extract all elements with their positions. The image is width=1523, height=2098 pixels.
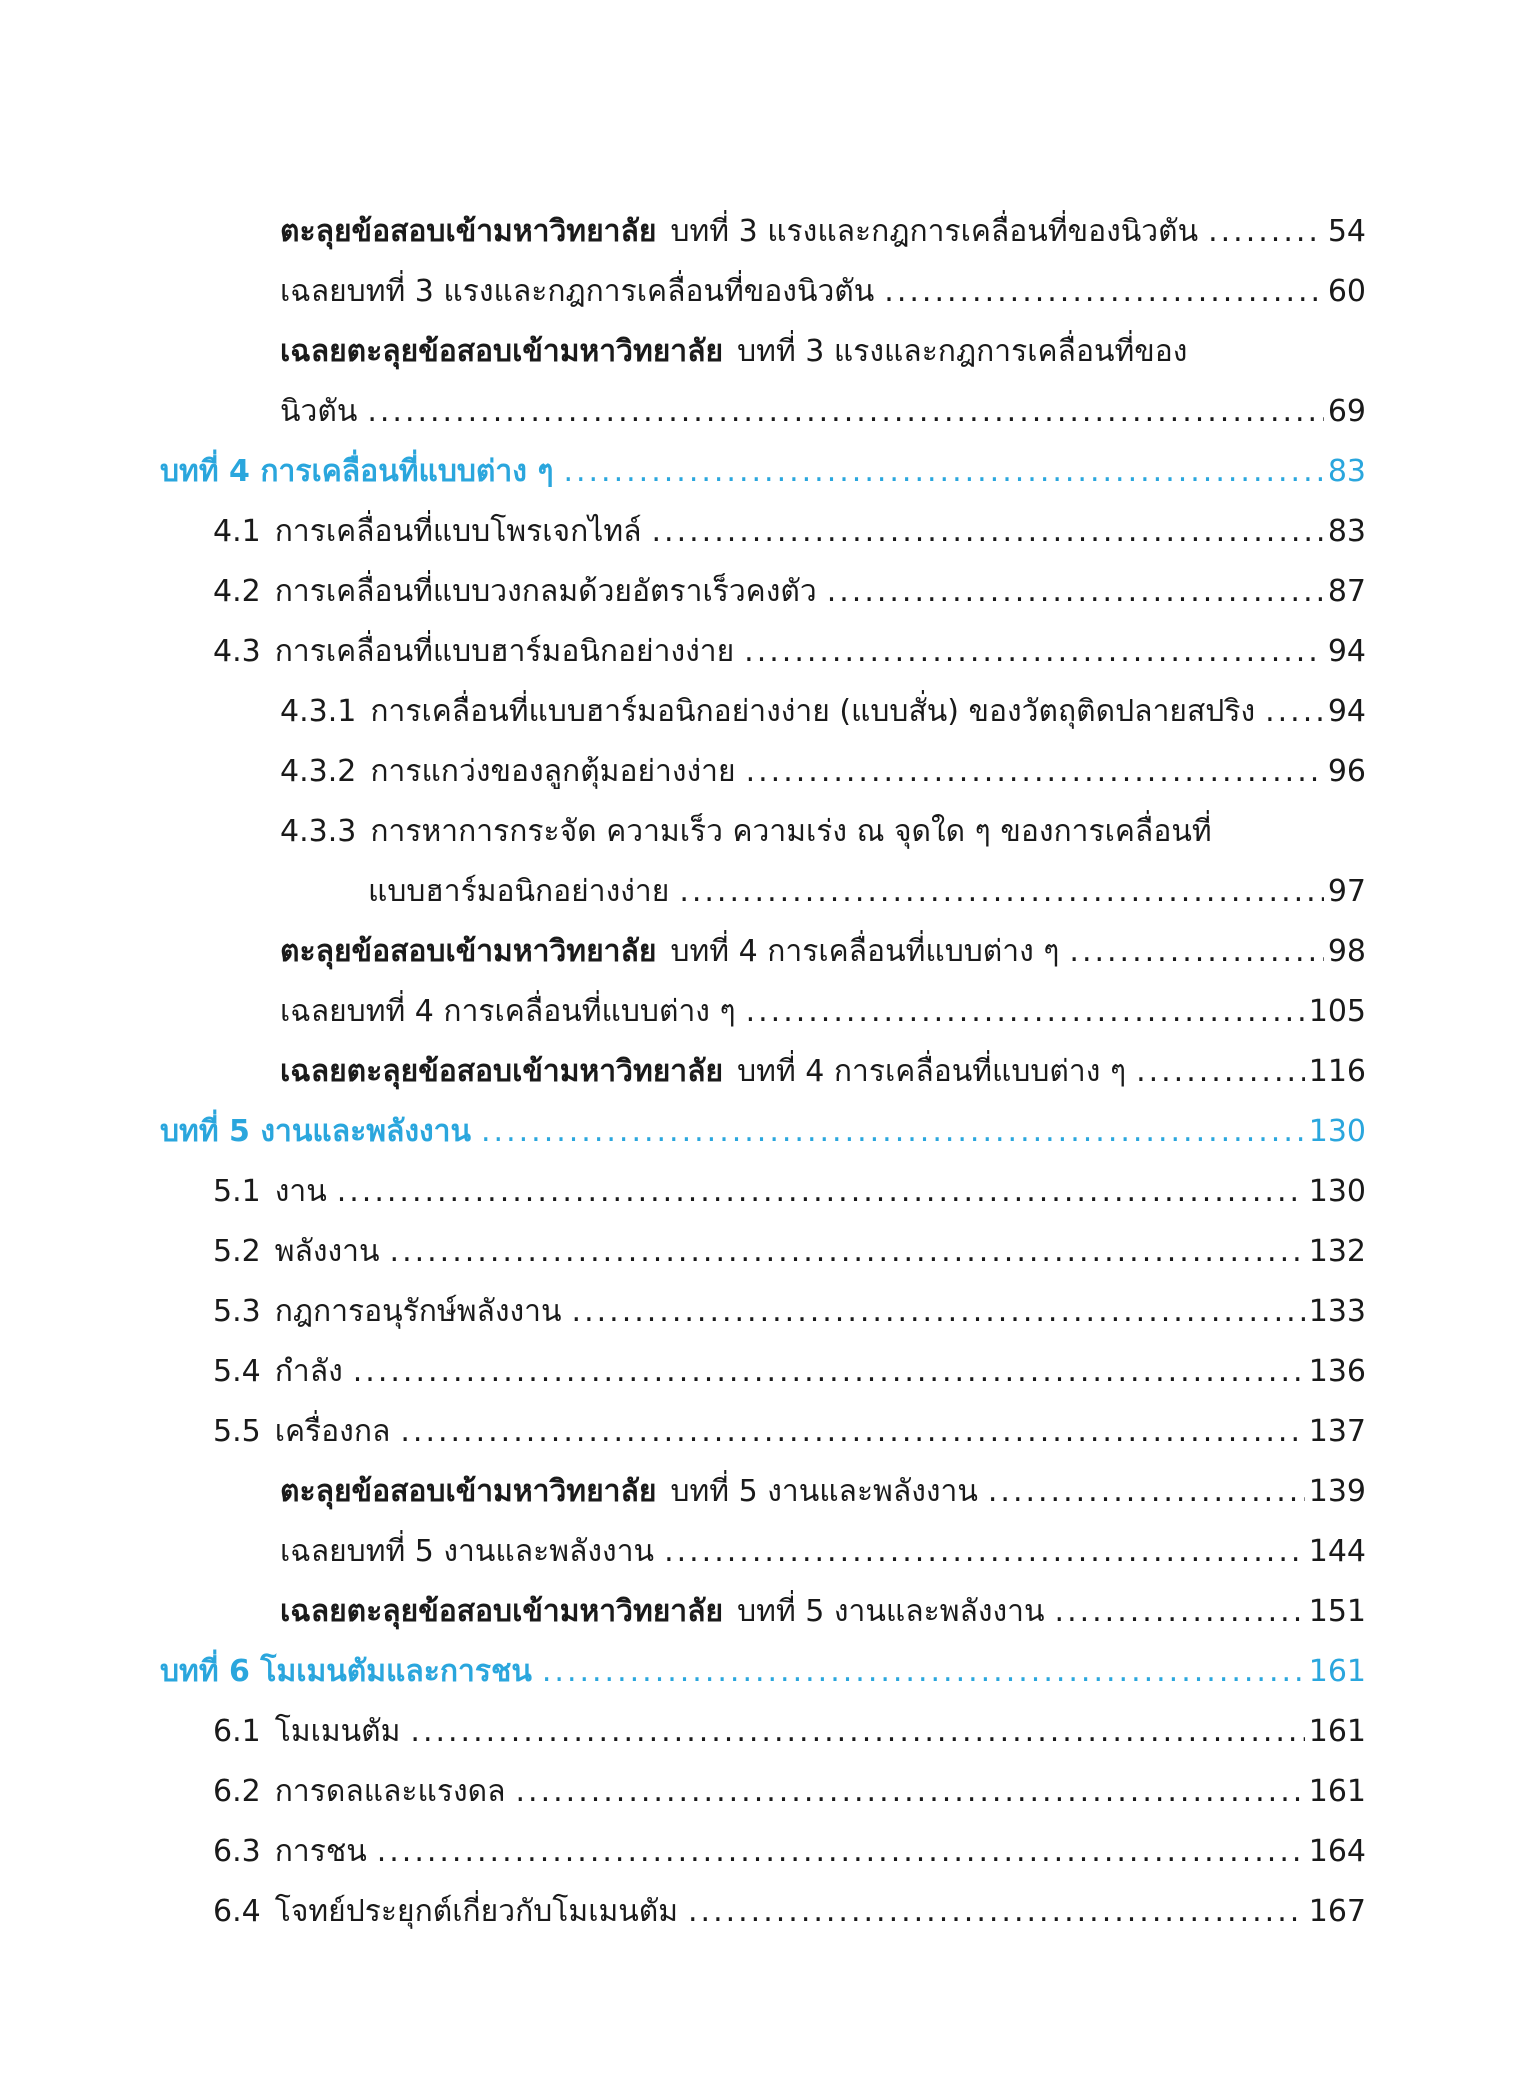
toc-entry-label [368, 867, 669, 917]
toc-entry-label [213, 1707, 400, 1757]
toc-entry-label [280, 207, 1198, 257]
toc-entry-number: 4.3.2 [280, 754, 357, 789]
toc-entry [213, 1347, 1366, 1397]
toc-entry-title: บทที่ 6 โมเมนตัมและการชน [160, 1654, 532, 1689]
toc-entry-title: การหาการกระจัด ความเร็ว ความเร่ง ณ จุดใด ๆ ของการเคลื่อนที่ [370, 814, 1212, 849]
toc-entry-label [280, 387, 357, 437]
toc-entry-number: 5.1 [213, 1174, 261, 1209]
toc-page-number: 94 [1327, 634, 1366, 669]
toc-page-number: 161 [1308, 1774, 1366, 1809]
dot-leader [516, 1767, 1305, 1817]
toc-entry-number: 6.1 [213, 1714, 261, 1749]
toc-entry-number: 4.2 [213, 574, 261, 609]
dot-leader [1208, 207, 1324, 257]
toc-entry-title: การเคลื่อนที่แบบฮาร์มอนิกอย่างง่าย (แบบสั่น) ของวัตถุติดปลายสปริง [370, 694, 1256, 729]
toc-entry-label [280, 327, 1187, 377]
toc-page-number: 54 [1327, 214, 1366, 249]
toc-entry-title: กำลัง [274, 1354, 343, 1389]
toc-entry-label [280, 1587, 1045, 1637]
toc-entry-number: 4.3 [213, 634, 261, 669]
toc-page-number: 83 [1327, 454, 1366, 489]
toc-chapter-entry [160, 447, 1366, 497]
dot-leader [988, 1467, 1305, 1517]
toc-entry-title: การดลและแรงดล [274, 1774, 506, 1809]
toc-page-number: 98 [1327, 934, 1366, 969]
toc-page-number: 144 [1308, 1534, 1366, 1569]
dot-leader [1136, 1047, 1305, 1097]
dot-leader [400, 1407, 1304, 1457]
toc-entry [280, 1527, 1366, 1577]
toc-page-number: 60 [1327, 274, 1366, 309]
dot-leader [410, 1707, 1304, 1757]
toc-entry-title: แบบฮาร์มอนิกอย่างง่าย [368, 874, 670, 909]
toc-entry-prefix: ตะลุยข้อสอบเข้ามหาวิทยาลัย [280, 1474, 657, 1509]
toc-entry [213, 1767, 1366, 1817]
dot-leader [390, 1227, 1305, 1277]
toc-entry-title: การเคลื่อนที่แบบวงกลมด้วยอัตราเร็วคงตัว [274, 574, 817, 609]
toc-page-number: 130 [1308, 1174, 1366, 1209]
toc-page-number: 161 [1308, 1654, 1366, 1689]
toc-entry-number: 5.3 [213, 1294, 261, 1329]
toc-page-number: 94 [1327, 694, 1366, 729]
toc-page-number: 97 [1327, 874, 1366, 909]
dot-leader [367, 387, 1323, 437]
toc-entry-number: 4.3.3 [280, 814, 357, 849]
dot-leader [744, 627, 1324, 677]
toc-entry-label [213, 1347, 343, 1397]
dot-leader [652, 507, 1324, 557]
toc-entry-title: บทที่ 3 แรงและกฎการเคลื่อนที่ของ [737, 334, 1188, 369]
toc-entry [280, 927, 1366, 977]
dot-leader [337, 1167, 1305, 1217]
toc-entry [213, 1407, 1366, 1457]
dot-leader [542, 1647, 1305, 1697]
dot-leader [572, 1287, 1305, 1337]
toc-entry-title: บทที่ 4 การเคลื่อนที่แบบต่าง ๆ [670, 934, 1060, 969]
toc-entry-title: บทที่ 5 งานและพลังงาน [160, 1114, 472, 1149]
toc-entry-title: การเคลื่อนที่แบบโพรเจกไทล์ [274, 514, 642, 549]
toc-entry-title: บทที่ 3 แรงและกฎการเคลื่อนที่ของนิวตัน [670, 214, 1199, 249]
toc-entry-label [160, 1107, 471, 1157]
toc-entry-prefix: เฉลยตะลุยข้อสอบเข้ามหาวิทยาลัย [280, 334, 724, 369]
toc-entry [280, 207, 1366, 257]
toc-entry-prefix: เฉลยตะลุยข้อสอบเข้ามหาวิทยาลัย [280, 1594, 724, 1629]
toc-entry-number: 5.4 [213, 1354, 261, 1389]
toc-entry [213, 627, 1366, 677]
toc-entry-prefix: ตะลุยข้อสอบเข้ามหาวิทยาลัย [280, 214, 657, 249]
dot-leader [377, 1827, 1305, 1877]
toc-entry-title: โมเมนตัม [274, 1714, 401, 1749]
toc-page-number: 69 [1327, 394, 1366, 429]
toc-entry-title: บทที่ 5 งานและพลังงาน [670, 1474, 978, 1509]
toc-entry-label [280, 1527, 654, 1577]
toc-page-number: 167 [1308, 1894, 1366, 1929]
toc-entry-title: บทที่ 4 การเคลื่อนที่แบบต่าง ๆ [160, 454, 554, 489]
toc-entry-title: พลังงาน [274, 1234, 380, 1269]
dot-leader [664, 1527, 1305, 1577]
toc-entry-label [280, 807, 1212, 857]
toc-entry-title: เฉลยบทที่ 5 งานและพลังงาน [280, 1534, 655, 1569]
toc-page-number: 132 [1308, 1234, 1366, 1269]
toc-entry-number: 6.4 [213, 1894, 261, 1929]
toc-entry-label [280, 687, 1255, 737]
dot-leader [1055, 1587, 1305, 1637]
toc-entry-label [160, 447, 553, 497]
toc-entry [213, 567, 1366, 617]
toc-entry-title: บทที่ 5 งานและพลังงาน [737, 1594, 1045, 1629]
toc-page-number: 105 [1308, 994, 1366, 1029]
dot-leader [746, 987, 1305, 1037]
toc-entry-prefix: เฉลยตะลุยข้อสอบเข้ามหาวิทยาลัย [280, 1054, 724, 1089]
toc-entry-title: กฎการอนุรักษ์พลังงาน [274, 1294, 562, 1329]
toc-entry-label [213, 1167, 327, 1217]
toc-entry [280, 987, 1366, 1037]
toc-entry-title: การเคลื่อนที่แบบฮาร์มอนิกอย่างง่าย [274, 634, 735, 669]
toc-entry [280, 327, 1366, 377]
toc-entry [213, 1227, 1366, 1277]
toc-entry-number: 5.2 [213, 1234, 261, 1269]
toc-entry [280, 1047, 1366, 1097]
toc-page-number: 116 [1308, 1054, 1366, 1089]
toc-entry-label [213, 507, 642, 557]
toc-entry-label [280, 267, 874, 317]
toc-entry-label [280, 747, 736, 797]
toc-entry-title: บทที่ 4 การเคลื่อนที่แบบต่าง ๆ [737, 1054, 1127, 1089]
toc-page-number: 164 [1308, 1834, 1366, 1869]
toc-entry [280, 1587, 1366, 1637]
toc-entry-number: 5.5 [213, 1414, 261, 1449]
toc-entry [280, 747, 1366, 797]
toc-entry-title: เฉลยบทที่ 3 แรงและกฎการเคลื่อนที่ของนิวตัน [280, 274, 875, 309]
toc-entry-title: เฉลยบทที่ 4 การเคลื่อนที่แบบต่าง ๆ [280, 994, 736, 1029]
toc-entry-number: 6.3 [213, 1834, 261, 1869]
dot-leader [1069, 927, 1323, 977]
toc-entry-title: งาน [274, 1174, 327, 1209]
toc-page-number: 96 [1327, 754, 1366, 789]
toc-entry [280, 1467, 1366, 1517]
toc-entry [213, 1827, 1366, 1877]
toc-entry [213, 1887, 1366, 1937]
toc-entry-number: 4.3.1 [280, 694, 357, 729]
toc-page-number: 151 [1308, 1594, 1366, 1629]
toc-entry-label [280, 927, 1059, 977]
dot-leader [1265, 687, 1324, 737]
toc-entry [280, 807, 1366, 857]
toc-page-number: 87 [1327, 574, 1366, 609]
toc-entry-label [213, 1767, 506, 1817]
toc-page-number: 136 [1308, 1354, 1366, 1389]
toc-entry [213, 1287, 1366, 1337]
dot-leader [746, 747, 1324, 797]
dot-leader [353, 1347, 1305, 1397]
dot-leader [679, 867, 1323, 917]
toc-entry-label [160, 1647, 532, 1697]
toc-entry [280, 387, 1366, 437]
toc-entry-label [213, 1827, 367, 1877]
toc-entry-number: 6.2 [213, 1774, 261, 1809]
toc-entry-label [213, 1227, 380, 1277]
dot-leader [688, 1887, 1305, 1937]
toc-entry-title: การชน [274, 1834, 367, 1869]
toc-entry-number: 4.1 [213, 514, 261, 549]
toc-entry-label [280, 987, 736, 1037]
dot-leader [827, 567, 1324, 617]
toc-entry [368, 867, 1366, 917]
toc-chapter-entry [160, 1107, 1366, 1157]
toc-page-number: 139 [1308, 1474, 1366, 1509]
toc-page-number: 161 [1308, 1714, 1366, 1749]
toc-entry-title: นิวตัน [280, 394, 358, 429]
toc-entry-title: การแกว่งของลูกตุ้มอย่างง่าย [370, 754, 736, 789]
toc-entry [213, 1167, 1366, 1217]
toc-entry [213, 1707, 1366, 1757]
toc-entry [213, 507, 1366, 557]
toc-entry [280, 687, 1366, 737]
toc-entry-label [280, 1467, 978, 1517]
toc-entry-label [213, 567, 817, 617]
dot-leader [563, 447, 1323, 497]
toc-entry-prefix: ตะลุยข้อสอบเข้ามหาวิทยาลัย [280, 934, 657, 969]
toc-entry-label [213, 627, 734, 677]
toc-page-number: 137 [1308, 1414, 1366, 1449]
toc-chapter-entry [160, 1647, 1366, 1697]
toc-page-number: 133 [1308, 1294, 1366, 1329]
toc-page-number: 83 [1327, 514, 1366, 549]
dot-leader [884, 267, 1324, 317]
toc-entry-label [213, 1287, 562, 1337]
toc-entry-label [213, 1887, 678, 1937]
toc-entry-label [280, 1047, 1126, 1097]
toc-entry-title: เครื่องกล [274, 1414, 391, 1449]
toc-entry-title: โจทย์ประยุกต์เกี่ยวกับโมเมนตัม [274, 1894, 678, 1929]
toc-entry-label [213, 1407, 390, 1457]
dot-leader [481, 1107, 1305, 1157]
toc-entry [280, 267, 1366, 317]
toc-page-number: 130 [1308, 1114, 1366, 1149]
